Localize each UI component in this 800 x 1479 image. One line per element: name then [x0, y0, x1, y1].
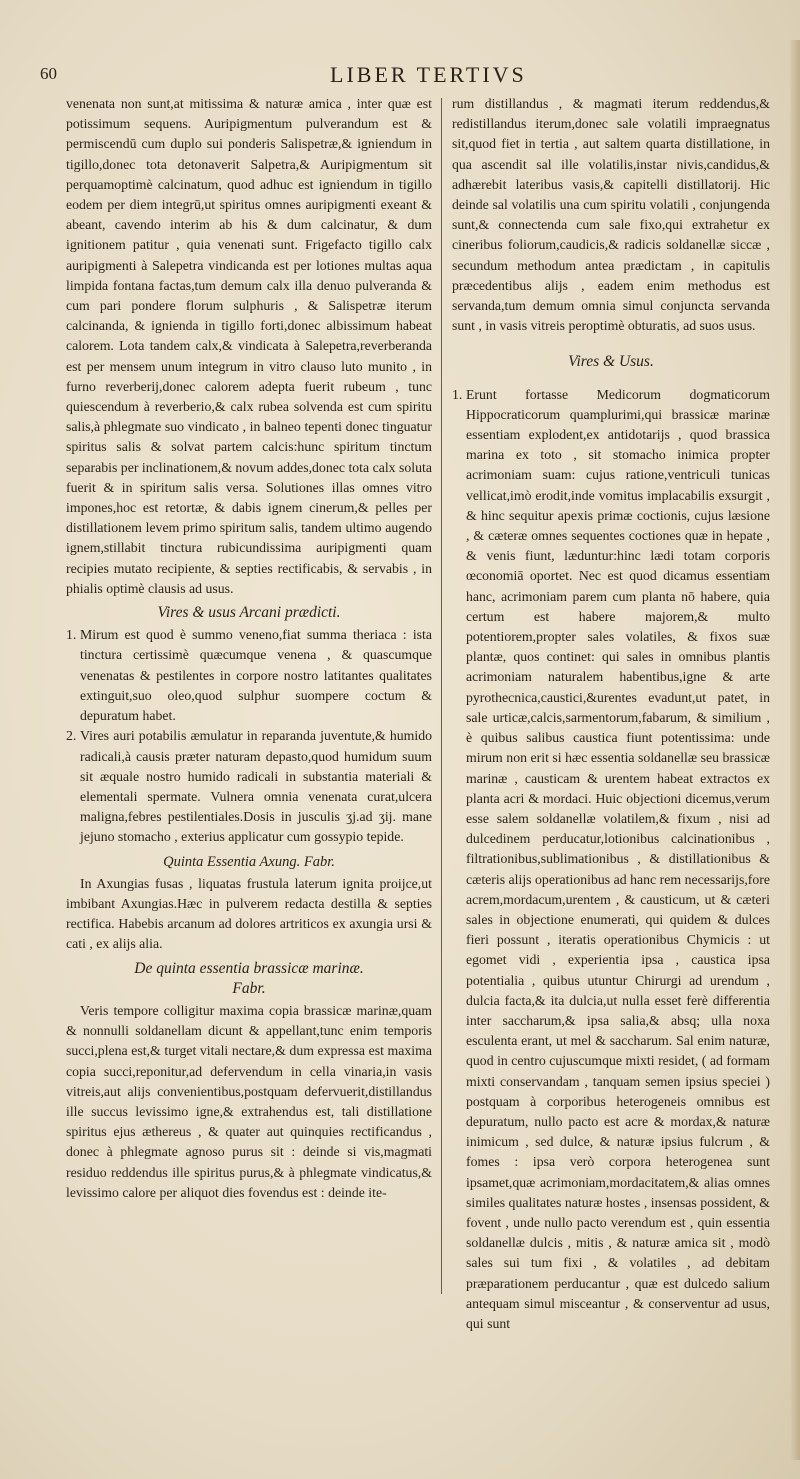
running-title: LIBER TERTIVS: [330, 62, 527, 87]
item-number: 1.: [452, 386, 463, 402]
numbered-item: [452, 385, 770, 1335]
item-text: Mirum est quod è summo veneno,fiat summa theriaca : ista tinctura certissimè quæcumque venena , & quascumque venenatas & pestilentes in corpore nostro latitantes qualitates extinguit,suo oleo,quod sulphur suompere coctum & depuratum habet.: [80, 627, 432, 724]
item-text: Vires auri potabilis æmulatur in reparanda juventute,& humido radicali,à causis præter naturam depasto,quod humidum suum sit æquale nostro humido radicali in substantia materiali & elementali spermate. Vulnera omnia venenata curat,ulcera maligna,febres pestilentiales.Dosis in jusculis ʒj.ad ʒij. mane jejuno stomacho , exterius applicatur cum gossypio tepide.: [80, 728, 432, 845]
paragraph: Veris tempore colligitur maxima copia brassicæ marinæ,quam & nonnulli soldanellam dicunt & appellant,tunc enim temporis succi,plena est,& turget vitali nectare,& dum expressa est maxima copia succi,reponitur,ad defervendum in cella vinaria,in vasis vitreis,aut alijs convenientibus,postquam defervuerit,distillandus ille succus levissimo igne,& extrahendus est, tali distillatione spiritus ejus æthereus , & quater aut quinquies rectificandus , donec à phlegmate agnoso purus sit : deinde si vis,magmati residuo reddendus ille spiritus purus,& à phlegmate vindicatus,& levissimo calore per aliquot dies fovendus est : deinde ite-: [66, 1002, 432, 1200]
column-divider: [441, 98, 442, 1294]
section-heading: De quinta essentia brassicæ marinæ.: [134, 959, 364, 977]
numbered-item: [66, 726, 432, 847]
left-column: [66, 94, 432, 1203]
item-number: 1.: [66, 627, 77, 643]
item-text: Erunt fortasse Medicorum dogmaticorum Hippocraticorum quamplurimi,qui brassicæ marinæ essentiam explodent,ex antidotarijs , quod brassica marina ex toto , sit stomacho inimica propter acrimoniam suam: cujus ratione,ventriculi tunicas vellicat,imò erodit,inde vomitus implacabilis exsurgit , & hinc sequitur apexis primæ coctionis, cujus læsione , & cæteræ omnes sequentes coctiones quæ in hepate , & venis fiunt, læduntur:hinc lædi totam corporis œconomiā oportet. Nec est quod dicamus essentiam hanc, acrimoniam parem cum planta nō habere, quia certum est habere majorem,& multo potentiorem,propter sales volatiles, & fixos suæ plantæ, quos continet: qui sales in omnibus plantis acrimoniam naturalem habentibus,igne & arte pyrothecnica,caustici,&urentes evadunt,ut patet, in sale urticæ,calcis,sarmentorum,fabarum, & similium , è quibus salibus caustica fiunt potentissima: unde mirum non erit si hæc essentia soldanellæ seu brassicæ marinæ , causticam & urentem habeat extractos ex planta acri & mordaci. Huic objectioni dicemus,verum esse salem soldanellæ volatilem,& fixum , nisi ad dulcedinem perducatur,lotionibus calcinationibus , filtrationibus,sublimationibus , & distillationibus & cæteris alijs operationibus ad hanc rem necessarijs,fore acrem,mordacum,urentem , & causticum, ut & cæteri sales in objectione enumerati, qui quidem & dulces fieri possunt , iteratis operationibus Chymicis : ut egomet vidi , experientia ipsa , caustica ipsa potentialia , quibus utuntur Chirurgi ad urendum , dulcia facta,& ita dulcia,ut nulla esset ferè differentia inter saccharum,& ipsa salia,& absq; ulla noxa esculenta erant, ut mel & saccharum. Sal enim naturæ, quod in centro cujuscumque mixti residet, ( ad formam mixti conservandam , tanquam semen ipsius speciei ) postquam à corporibus heterogeneis omnibus est depuratum, nullo pacto est acre & mordax,& naturæ inimicum , sed dulce, & naturæ ipsius fulcrum , & fomes : ipsa verò corpora heterogenea sunt ipsamet,quæ acrimoniam,mordacitatem,& alias omnes similes qualitates naturæ hostes , insensas possident, & fovent , unde nullo pacto verendum est , quin essentia soldanellæ dulcis , mitis , & naturæ amica sit , modò sales sui tum fixi , & volatiles , ad debitam præparationem perducantur , quæ est dulcedo salium antequam simul misceantur , & conserventur ad usus, qui sunt: [466, 386, 770, 1331]
section-heading: Vires & usus Arcani prædicti.: [157, 604, 341, 622]
paragraph: In Axungias fusas , liquatas frustula laterum ignita proijce,ut imbibant Axungias.Hæc in pulverem redacta destilla & septies rectifica. Habebis arcanum ad dolores artriticos ex axungia ursi & cati , ex alijs alia.: [66, 875, 432, 952]
paragraph: venenata non sunt,at mitissima & naturæ amica , inter quæ est potissimum sequens. Auripigmentum pulverandum est & permiscendū cum duplo sui ponderis Salispetræ,& igniendum in tigillo,donec tota detonaverit Salpetra,& Auripigmentum sit perquamoptimè calcinatum, quod adhuc est igniendum in tigillo eodem per diem integrū,ut spiritus omnes auripigmenti exeant & abeant, cavendo interim ab his & dum calcinatur, & dum ignitionem patitur , quia venenati sunt. Frigefacto tigillo calx auripigmenti à Salepetra vindicanda est per lotiones multas aqua limpida fontana factas,tum demum calx illa denuo pulveranda & cum pari pondere florum sulphuris , & Salispetræ iterum calcinanda, & ignienda in tigillo forti,donec albissimum habeat calorem. Lota tandem calx,& vindicata à Salepetra,reverberanda est per mensem unum integrum in vitro clauso luto munito , in furno reverberij,donec calorem adepta fuerit rubeum , tunc quiescendum à reverberio,& calx rubea solvenda est cum spiritu salis,à phlegmate suo vindicato , in balneo tepenti donec tinguatur spiritus salis & solvat partem calcis:hunc spiritum tinctum separabis per inclinationem,& novum addes,donec tota calx soluta fuerit & in spiritum salis versa. Solutiones illas omnes vitro impones,hoc est retortæ, & dabis ignem cinerum,& pelles per distillationem levem primo spiritum salis, tandem ultimo augendo ignem,stillabit tinctura rubicundissima auripigmenti quam recipies mutato recipiente, & septies rectificabis, & servabis , in phialis optimè clausis ad usus.: [66, 96, 432, 596]
right-column: [452, 94, 770, 1334]
page-edge-shadow: [790, 40, 800, 1460]
numbered-item: [66, 625, 432, 726]
section-heading: Quinta Essentia Axung. Fabr.: [163, 853, 335, 870]
page-number: 60: [40, 64, 57, 83]
item-number: 2.: [66, 728, 77, 744]
paragraph: rum distillandus , & magmati iterum reddendus,& redistillandus iterum,donec sale volatili impraegnatus sit,quod fiet in tertia , aut saltem quarta distillatione, in qua ascendit sal ille volatilis,instar nivis,candidus,& adhærebit lateribus vasis,& capitelli distillatorij. Hic deinde sal volatilis una cum spiritu volatili , conjungenda sunt,& connectenda cum sale fixo,qui extrahetur ex cineribus foliorum,caudicis,& radicis soldanellæ siccæ , secundum methodum antea prædictam , in capitulis præcedentibus alijs , eadem enim methodus est servanda,tum demum omnia simul conjuncta servanda sunt , in vasis vitreis peroptimè obturatis, ad suos usus.: [452, 96, 770, 334]
page-header: [0, 64, 800, 94]
section-heading: Vires & Usus.: [568, 353, 654, 371]
section-subheading: Fabr.: [232, 979, 266, 997]
